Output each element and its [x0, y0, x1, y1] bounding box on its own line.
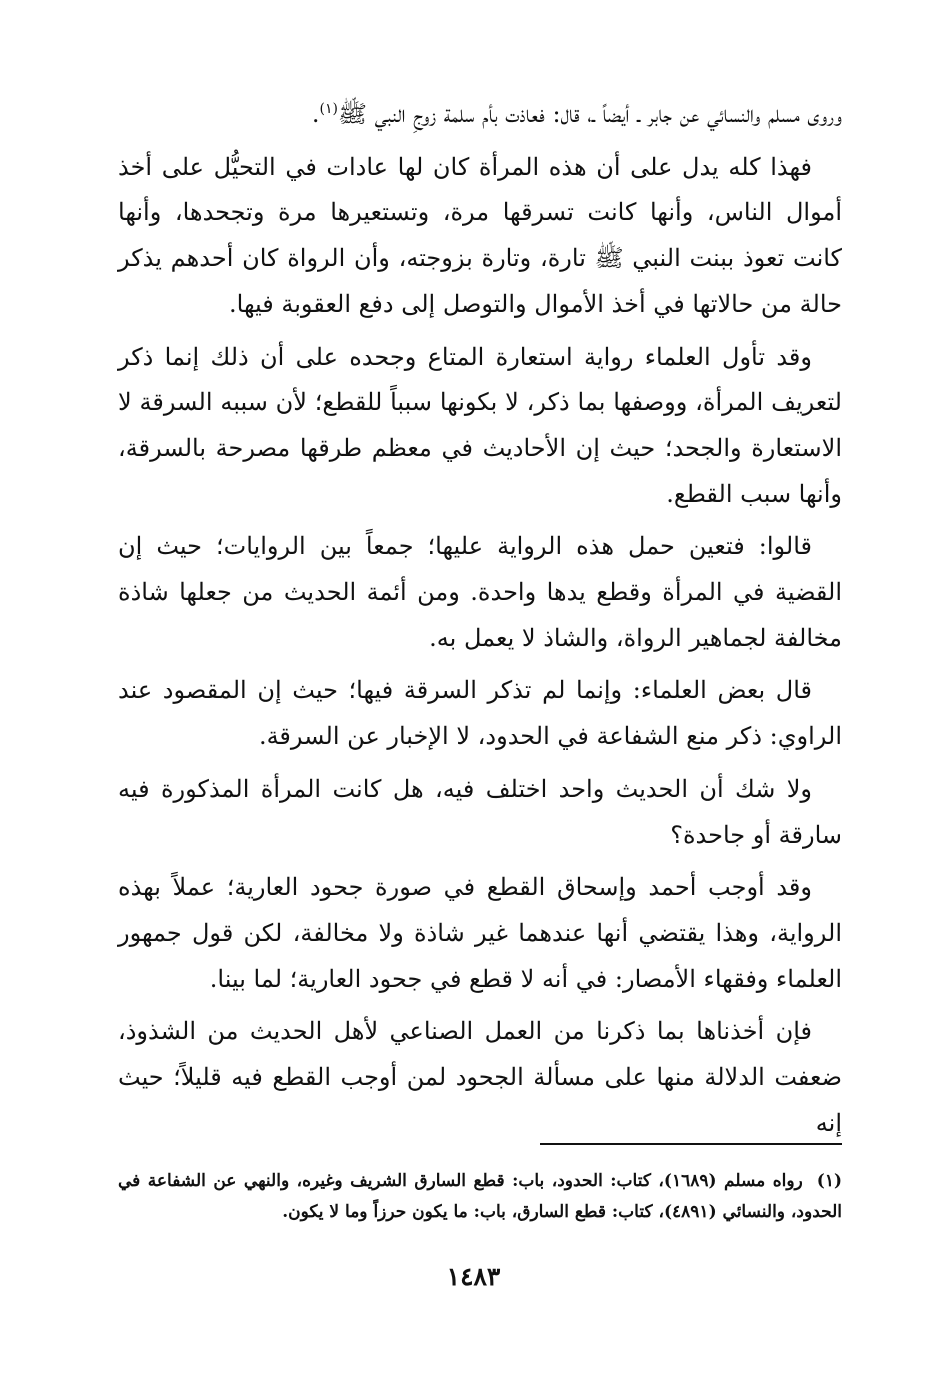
main-text — [118, 92, 842, 1153]
footnotes — [118, 1166, 842, 1228]
paragraph-6: ولا شك أن الحديث واحد اختلف فيه، هل كانت المرأة المذكورة فيه سارقة أو جاحدة؟ — [118, 774, 842, 849]
footnote-1 — [118, 1166, 842, 1228]
paragraph-2: فهذا كله يدل على أن هذه المرأة كان لها عادات في التحيُّل على أخذ أموال الناس، وأنها كانت تسرقها مرة، وتستعيرها مرة وتجحدها، وأنها كانت تعوذ ببنت النبي ﷺ تارة، وتارة بزوجته، وأن الرواة كان أحدهم يذكر حالة من حالاتها في أخذ الأموال والتوصل إلى دفع العقوبة فيها. — [118, 152, 842, 318]
footnote-number: (١) — [816, 1171, 842, 1191]
paragraph-1-text: وروى مسلم والنسائي عن جابر ـ أيضاً ـ، قال: فعاذت بأم سلمة زوجِ النبي ﷺ — [338, 100, 842, 128]
paragraph-4: قالوا: فتعين حمل هذه الرواية عليها؛ جمعاً بين الروايات؛ حيث إن القضية في المرأة وقطع يدها واحدة. ومن أئمة الحديث من جعلها شاذة مخالفة لجماهير الرواة، والشاذ لا يعمل به. — [118, 532, 842, 652]
footnote-reference: (١) — [319, 101, 338, 117]
footnote-separator — [540, 1143, 842, 1145]
paragraph-1: وروى مسلم والنسائي عن جابر ـ أيضاً ـ، قال: فعاذت بأم سلمة زوجِ النبي ﷺ$^{(١)}$. — [311, 100, 842, 128]
footnote-text: رواه مسلم (١٦٨٩)، كتاب: الحدود، باب: قطع السارق الشريف وغيره، والنهي عن الشفاعة في الحدود، والنسائي (٤٨٩١)، كتاب: قطع السارق، باب: ما يكون حرزاً وما لا يكون. — [118, 1171, 842, 1222]
paragraph-5: قال بعض العلماء: وإنما لم تذكر السرقة فيها؛ حيث إن المقصود عند الراوي: ذكر منع الشفاعة في الحدود، لا الإخبار عن السرقة. — [118, 676, 842, 751]
paragraph-8: فإن أخذناها بما ذكرنا من العمل الصناعي لأهل الحديث من الشذوذ، ضعفت الدلالة منها على مسألة الجحود لمن أوجب القطع فيه قليلاً؛ حيث إنه — [118, 1017, 842, 1137]
paragraph-7: وقد أوجب أحمد وإسحاق القطع في صورة جحود العارية؛ عملاً بهذه الرواية، وهذا يقتضي أنها عندهما غير شاذة ولا مخالفة، لكن قول جمهور العلماء وفقهاء الأمصار: في أنه لا قطع في جحود العارية؛ لما بينا. — [118, 873, 842, 993]
page-number: ١٤٨٣ — [446, 1262, 501, 1291]
paragraph-3: وقد تأول العلماء رواية استعارة المتاع وجحده على أن ذلك إنما ذكر لتعريف المرأة، ووصفها بما ذكر، لا بكونها سبباً للقطع؛ لأن سببه السرقة لا الاستعارة والجحد؛ حيث إن الأحاديث في معظم طرقها مصرحة بالسرقة، وأنها سبب القطع. — [118, 342, 842, 508]
